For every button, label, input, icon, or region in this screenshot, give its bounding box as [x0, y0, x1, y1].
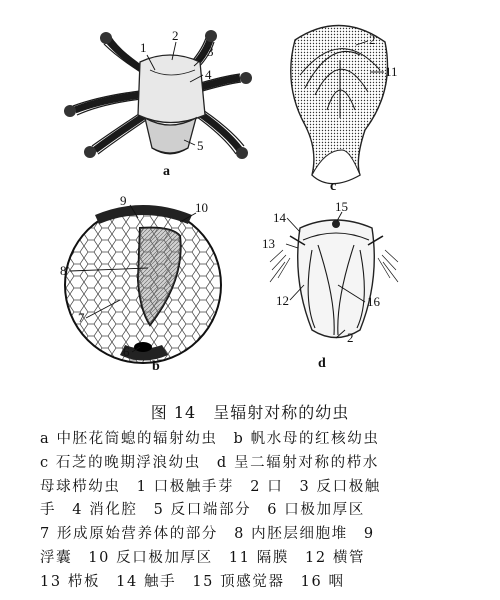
- figure-caption-body: [40, 428, 480, 595]
- label-d-13: 13: [262, 236, 275, 251]
- label-a-4: 4: [205, 67, 212, 82]
- label-a-5: 5: [197, 138, 204, 153]
- label-d-2: 2: [347, 330, 354, 345]
- caption-line: a 中胚花筒螅的辐射幼虫 b 帆水母的红核幼虫: [40, 431, 380, 447]
- caption-line: 浮囊 10 反口极加厚区 11 隔膜 12 横管: [40, 549, 366, 566]
- label-b-9: 9: [120, 193, 127, 208]
- caption-line: 13 栉板 14 触手 15 顶感觉器 16 咽: [40, 573, 345, 590]
- panel-b-red-nucleus-larva: [60, 193, 221, 374]
- label-c-11: 11: [385, 64, 398, 79]
- label-d-16: 16: [367, 294, 380, 309]
- caption-line: 手 4 消化腔 5 反口端部分 6 口极加厚区: [40, 502, 365, 519]
- label-b-8: 8: [60, 263, 67, 278]
- panel-a-actinula-larva: [64, 28, 252, 179]
- panel-label-a: a: [163, 164, 170, 179]
- label-b-6: 6: [123, 344, 130, 359]
- panel-label-d: d: [318, 356, 326, 371]
- label-d-14: 14: [273, 210, 286, 225]
- label-a-3: 3: [207, 44, 214, 59]
- label-d-15: 15: [335, 199, 348, 214]
- panel-label-b: b: [152, 359, 160, 374]
- caption-line: 母球栉幼虫 1 口极触手芽 2 口 3 反口极触: [40, 478, 381, 495]
- caption-line: 7 形成原始营养体的部分 8 内胚层细胞堆 9: [40, 526, 375, 543]
- label-d-12: 12: [276, 293, 289, 308]
- figure-caption-title: 图 14 呈辐射对称的幼虫: [150, 403, 350, 422]
- panel-label-c: c: [330, 179, 337, 194]
- panel-d-cydippid-larva: [262, 199, 398, 371]
- panel-c-planula-larva: [291, 25, 398, 194]
- label-b-7: 7: [78, 310, 85, 325]
- label-b-10: 10: [195, 200, 208, 215]
- label-c-2: 2: [369, 32, 376, 47]
- label-a-2: 2: [172, 28, 179, 43]
- caption-line: c 石芝的晚期浮浪幼虫 d 呈二辐射对称的栉水: [40, 454, 379, 471]
- label-a-1: 1: [140, 40, 147, 55]
